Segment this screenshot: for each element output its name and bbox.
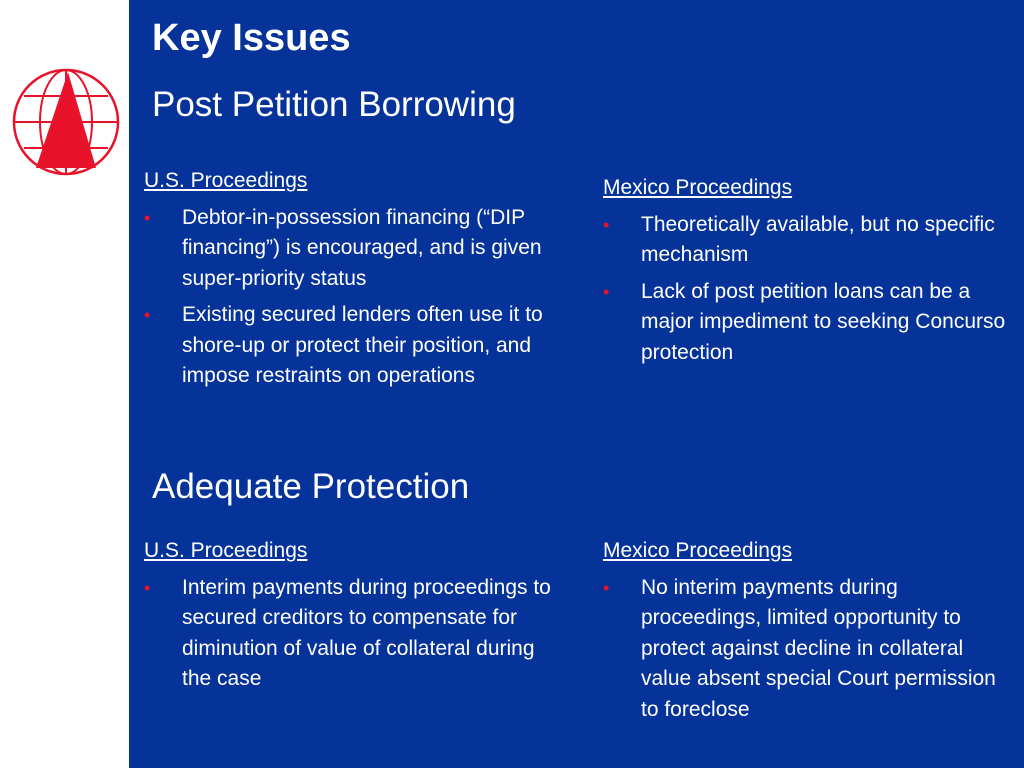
bullet-icon: • [144,305,151,325]
column-heading: U.S. Proceedings [144,169,308,192]
left-strip [0,0,129,768]
section-heading-adequate-protection: Adequate Protection [152,467,470,506]
bullet-list [603,573,1013,726]
list-item [144,300,564,392]
bullet-icon: • [144,577,151,598]
list-item [144,203,564,295]
bullet-list [603,210,1008,369]
bullet-list [144,203,564,392]
slide-title: Key Issues [152,17,351,59]
column-heading: U.S. Proceedings [144,539,308,562]
section-heading-post-petition-borrowing: Post Petition Borrowing [152,85,516,124]
list-item [603,573,1013,726]
bullet-list [144,573,564,695]
column-heading: Mexico Proceedings [603,539,793,562]
list-item [603,277,1008,369]
list-item-text: No interim payments during proceedings, limited opportunity to protect against decline in collateral value absent special Court permission to foreclose [641,575,996,721]
list-item-text: Debtor-in-possession financing (“DIP financing”) is encouraged, and is given super-priority status [182,205,542,290]
us-proceedings-column-1 [144,166,564,398]
bullet-icon: • [144,207,151,228]
list-item [144,573,564,695]
mexico-proceedings-column-1 [603,173,1008,374]
list-item [603,210,1008,271]
bullet-icon: • [603,577,610,598]
list-item-text: Lack of post petition loans can be a major impediment to seeking Concurso protection [641,279,1006,364]
us-proceedings-column-2 [144,536,564,701]
list-item-text: Theoretically available, but no specific mechanism [641,212,995,266]
bullet-icon: • [603,281,610,302]
column-heading: Mexico Proceedings [603,176,793,199]
list-item-text: Existing secured lenders often use it to shore-up or protect their position, and impose restraints on operations [182,303,543,387]
mexico-proceedings-column-2 [603,536,1013,731]
globe-triangle-logo-icon [10,66,122,178]
list-item-text: Interim payments during proceedings to secured creditors to compensate for diminution of value of collateral during the case [182,575,551,690]
bullet-icon: • [603,214,610,235]
